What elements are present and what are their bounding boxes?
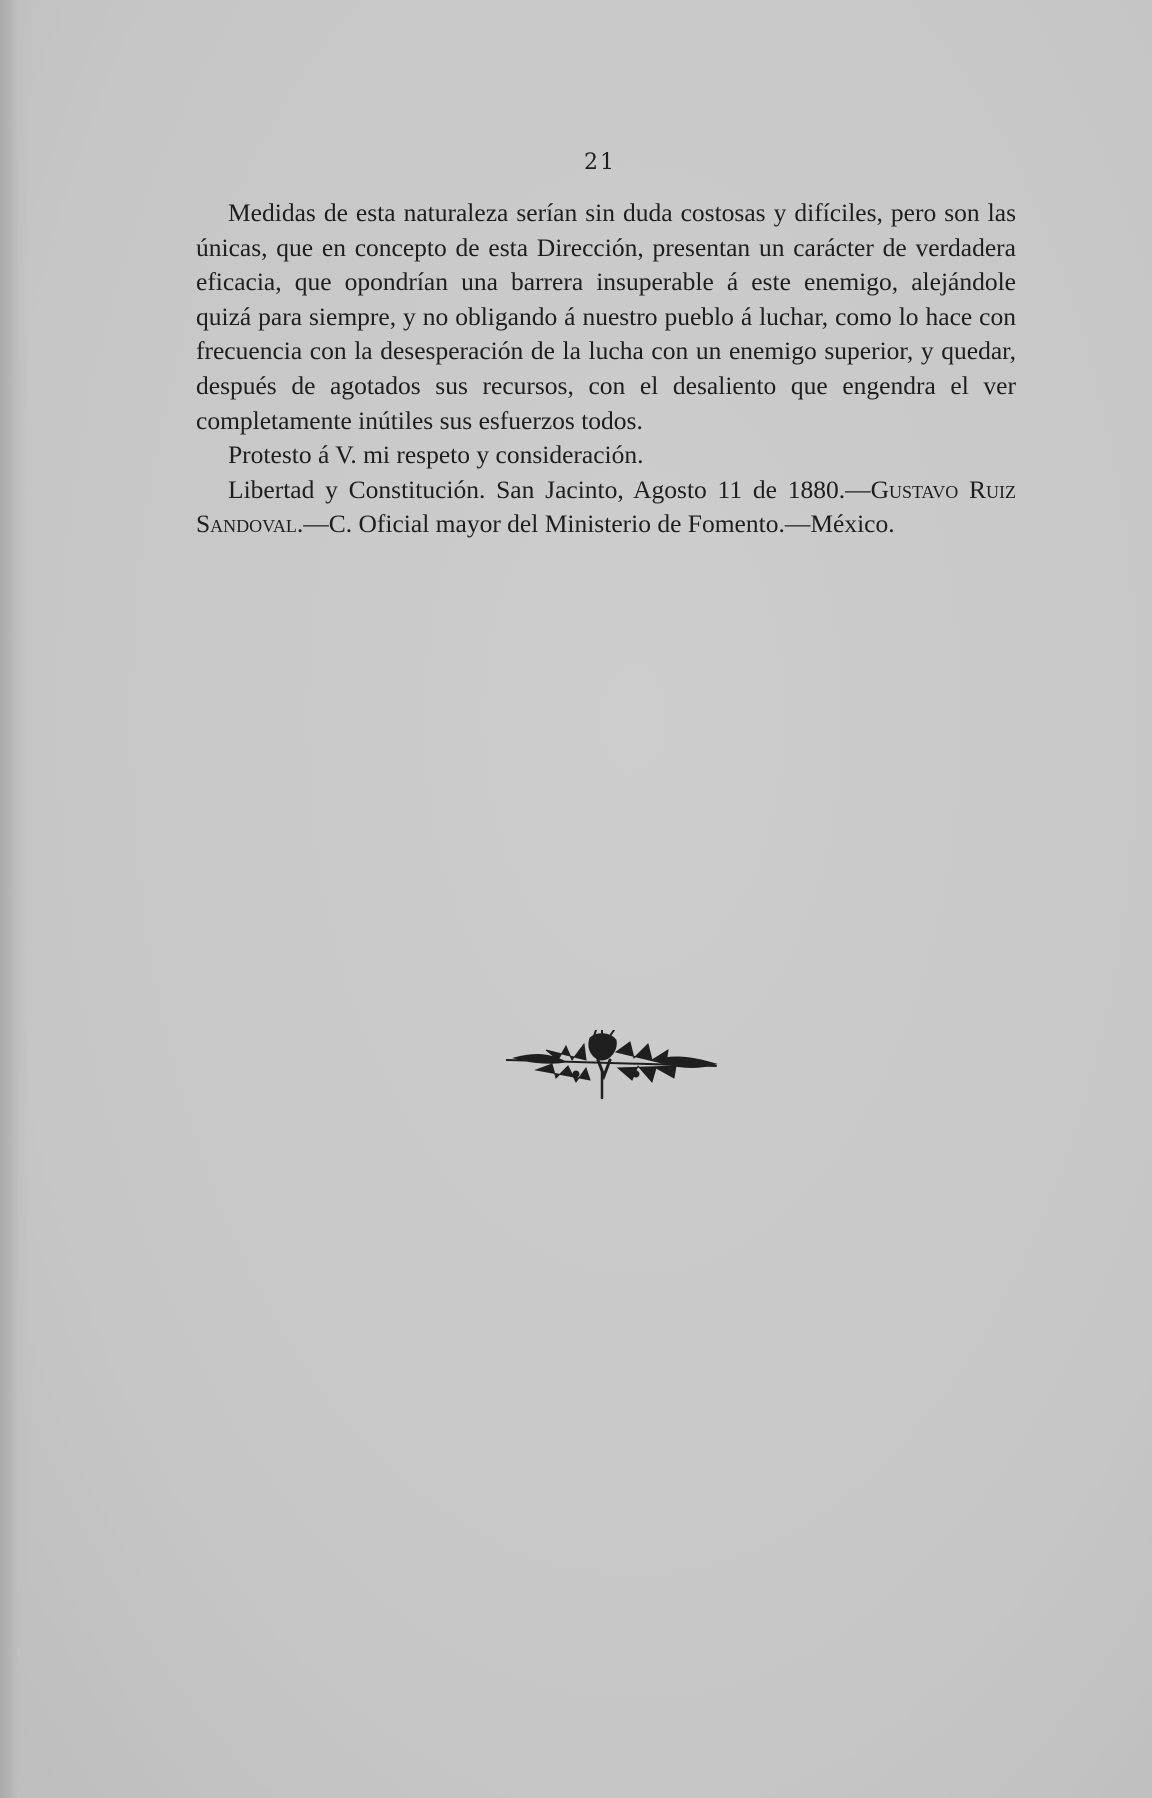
closing-paragraph (196, 473, 1016, 542)
body-text (196, 196, 1016, 542)
page-edge (0, 0, 30, 1798)
page-number: 21 (584, 150, 616, 175)
closing-separator: .— (296, 509, 329, 539)
signatory-name: Gustavo Ruiz Sandoval (196, 474, 1016, 539)
addressee: C. Oficial mayor del Ministerio de Fomento.—México. (328, 509, 895, 539)
thistle-vignette-icon (506, 1030, 718, 1105)
paragraph-measures: Medidas de esta naturaleza serían sin duda costosas y difíciles, pero son las únicas, que en concepto de esta Dirección, presentan un carácter de verdadera eficacia, que opondrían una barrera insuperable á este enemigo, alejándole quizá para siempre, y no obligando á nuestro pueblo á luchar, como lo hace con frecuencia con la desesperación de la lucha con un enemigo superior, y quedar, después de agotados sus recursos, con el desaliento que engendra el ver completamente inútiles sus esfuerzos todos. (196, 198, 1016, 435)
paragraph-protest: Protesto á V. mi respeto y consideración. (228, 440, 644, 470)
closing-text: Libertad y Constitución. San Jacinto, Agosto 11 de 1880.— (228, 474, 871, 504)
